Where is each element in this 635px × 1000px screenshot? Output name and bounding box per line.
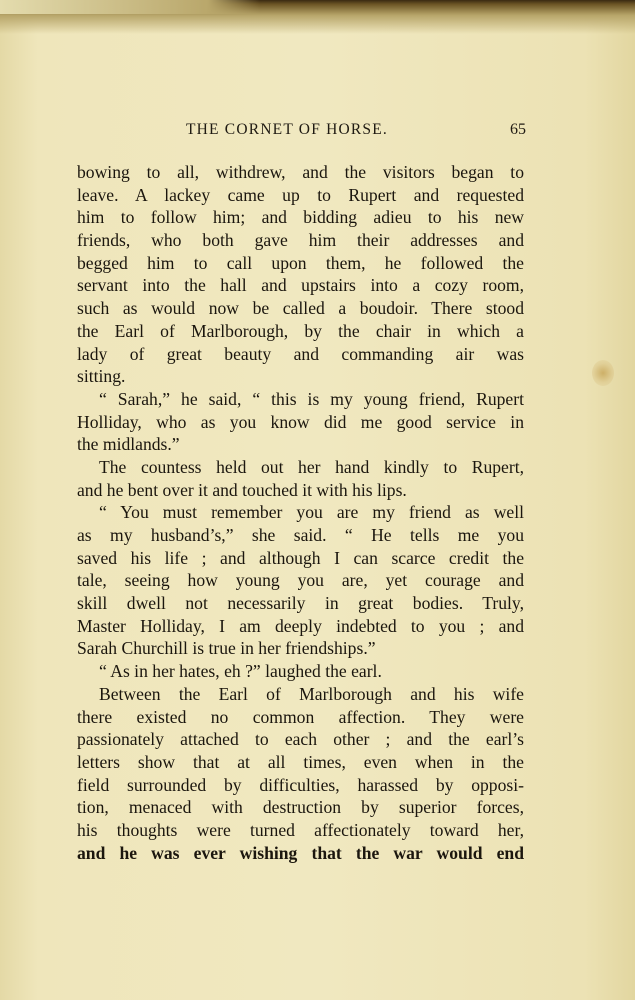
text-line: Holliday, who as you know did me good service in (77, 411, 524, 432)
text-line: as my husband’s,” she said. “ He tells me you (77, 525, 524, 545)
text-line: “ Sarah,” he said, “ this is my young friend, Rupert (99, 388, 524, 409)
text-line: leave. A lackey came up to Rupert and requested (77, 184, 524, 205)
text-line: begged him to call upon them, he followed the (77, 252, 524, 273)
paper-stain (592, 360, 614, 386)
text-line: letters show that at all times, even when in the (77, 751, 524, 772)
text-line: there existed no common affection. They were (77, 706, 524, 727)
text-line: the Earl of Marlborough, by the chair in which a (77, 320, 524, 341)
text-line: and he bent over it and touched it with his lips. (77, 479, 407, 500)
text-line: Sarah Churchill is true in her friendships.” (77, 638, 376, 659)
text-line: Between the Earl of Marlborough and his wife (99, 683, 524, 704)
running-title: THE CORNET OF HORSE. (186, 121, 388, 138)
text-line: servant into the hall and upstairs into a cozy room, (77, 275, 524, 296)
text-line: the midlands.” (77, 434, 180, 455)
text-line: him to follow him; and bidding adieu to his new (77, 207, 524, 228)
text-line: saved his life ; and although I can scarce credit the (77, 547, 524, 568)
text-line: field surrounded by difficulties, harassed by opposi- (77, 774, 524, 795)
text-line: tale, seeing how young you are, yet courage and (77, 570, 524, 591)
text-line: and he was ever wishing that the war would end (77, 842, 524, 863)
page-top-shadow-left (0, 0, 260, 14)
body-text (77, 161, 524, 864)
text-line: bowing to all, withdrew, and the visitors began to (77, 162, 524, 182)
text-line: “ As in her hates, eh ?” laughed the earl. (99, 661, 382, 682)
page-number: 65 (510, 121, 526, 138)
text-line: his thoughts were turned affectionately toward her, (77, 819, 524, 840)
text-line: sitting. (77, 366, 126, 387)
text-line: friends, who both gave him their addresses and (77, 230, 524, 251)
text-line: passionately attached to each other ; and the earl’s (77, 729, 524, 750)
text-line: The countess held out her hand kindly to Rupert, (99, 456, 524, 477)
page-header (186, 121, 526, 145)
text-line: tion, menaced with destruction by superior forces, (77, 797, 524, 818)
text-line: lady of great beauty and commanding air was (77, 343, 524, 364)
text-line: “ You must remember you are my friend as well (99, 502, 524, 523)
text-line: such as would now be called a boudoir. There stood (77, 298, 524, 319)
text-line: Master Holliday, I am deeply indebted to you ; and (77, 615, 524, 636)
text-line: skill dwell not necessarily in great bodies. Truly, (77, 593, 524, 614)
